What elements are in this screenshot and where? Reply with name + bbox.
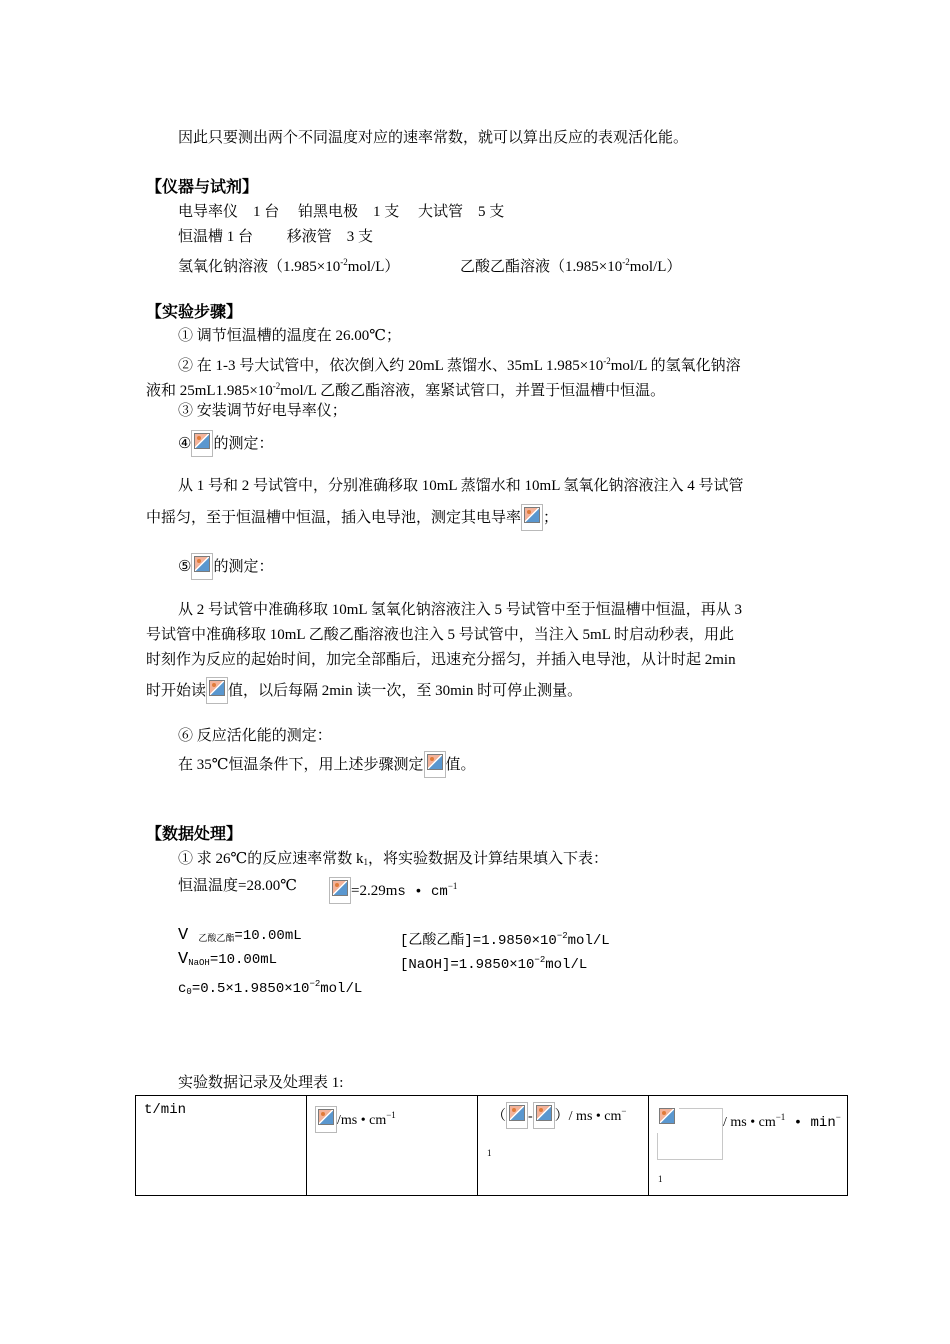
step-5-body-2: 号试管中准确移取 10mL 乙酸乙酯溶液也注入 5 号试管中，当注入 5mL 时启动秒表，用此 [146,627,735,643]
table-cell-time: t/min [136,1096,307,1196]
table-caption: 实验数据记录及处理表 1: [178,1075,344,1091]
steps-heading: 【实验步骤】 [146,302,243,321]
table-cell-kappa: /ms • $cm^{-1}$ [307,1096,478,1196]
broken-image-icon [657,1106,679,1133]
naoh-concentration: $[NaOH]=1.9850\times 10^{-2}mol/L$ [400,955,588,973]
ester-concentration: [乙酸乙酯]$=1.9850\times 10^{-2}mol/L$ [400,931,610,949]
step-1: ① 调节恒温槽的温度在 26.00℃； [178,328,402,344]
broken-image-icon [533,1102,555,1129]
step-5-body-1: 从 2 号试管中准确移取 10mL 氢氧化钠溶液注入 5 号试管中至于恒温槽中恒温，再从 3 [178,602,743,618]
step-5-body-3: 时刻作为反应的起始时间，加完全部酯后，迅速充分摇匀，并插入电导池，从计时起 2min [146,652,736,668]
c0-value: $c_0=0.5\times 1.9850\times 10^{-2}mol/L$ [178,979,363,997]
step-4-title: ④ 的测定： [178,430,273,457]
broken-image-icon [424,751,446,778]
intro-text: 因此只要测出两个不同温度对应的速率常数，就可以算出反应的表观活化能。 [178,130,689,146]
kappa-0-value: =2.29ms • $cm^{-1}$ [329,876,457,904]
broken-image-icon [206,677,228,704]
broken-image-icon [191,553,213,580]
step-4-body-1: 从 1 号和 2 号试管中，分别准确移取 10mL 蒸馏水和 10mL 氢氧化钠溶液注入 4 号试管 [178,478,744,494]
table-header-row [136,1096,848,1196]
constant-temperature: 恒温温度=28.00℃ [178,878,297,894]
equipment-heading: 【仪器与试剂】 [146,177,259,196]
step-6-body: 在 35℃恒温条件下，用上述步骤测定 值。 [178,751,476,778]
data-item-1: ① 求 26℃的反应速率常数 $k_1$，将实验数据及计算结果填入下表： [178,851,609,867]
broken-image-icon [315,1106,337,1133]
reagent-naoh: 氢氧化钠溶液$(1.985\times 10^{-2}mol/L)$ [178,257,400,275]
step-2-line-2: 液和 $25mL1.985\times 10^{-2}mol/L$ 乙酸乙酯溶液，塞紧试管口，并置于恒温槽中恒温。 [146,381,666,399]
step-2-line-1: ② 在 1-3 号大试管中，依次倒入约 20mL 蒸馏水、35mL $1.985\times 10^{-2}mol/L$ 的氢氧化钠溶 [178,356,741,374]
step-4-body-2: 中摇匀，至于恒温槽中恒温，插入电导池，测定其电导率 ； [146,504,558,531]
equipment-line-2: 恒温槽 1 台 移液管 3 支 [178,229,374,245]
data-table [135,1095,848,1196]
table-cell-rate: / ms • $cm^{-1}$ • min− 1 [649,1096,848,1196]
broken-image-icon [521,504,543,531]
table-cell-kappa-diff: （ - ）/ ms • cm− 1 [478,1096,649,1196]
wrap-exponent: 1 [487,1148,492,1158]
data-heading: 【数据处理】 [146,824,243,843]
v-naoh: $V_{NaOH}=10.00mL$ [178,950,278,969]
step-5-title: ⑤ 的测定： [178,553,273,580]
reagent-ester: 乙酸乙酯溶液$(1.985\times 10^{-2}mol/L)$ [460,257,682,275]
broken-image-icon [329,877,351,904]
step-3: ③ 安装调节好电导率仪； [178,403,347,419]
broken-image-icon [191,430,213,457]
step-5-body-4: 时开始读 值，以后每隔 2min 读一次，至 30min 时可停止测量。 [146,677,582,704]
step-6: ⑥ 反应活化能的测定： [178,728,332,744]
wrap-exponent: 1 [658,1174,663,1184]
broken-image-icon [506,1102,528,1129]
v-ester: V $_{乙酸乙酯}$=10.00mL [178,926,302,945]
equipment-line-1: 电导率仪 1 台 铂黑电极 1 支 大试管 5 支 [178,204,505,220]
